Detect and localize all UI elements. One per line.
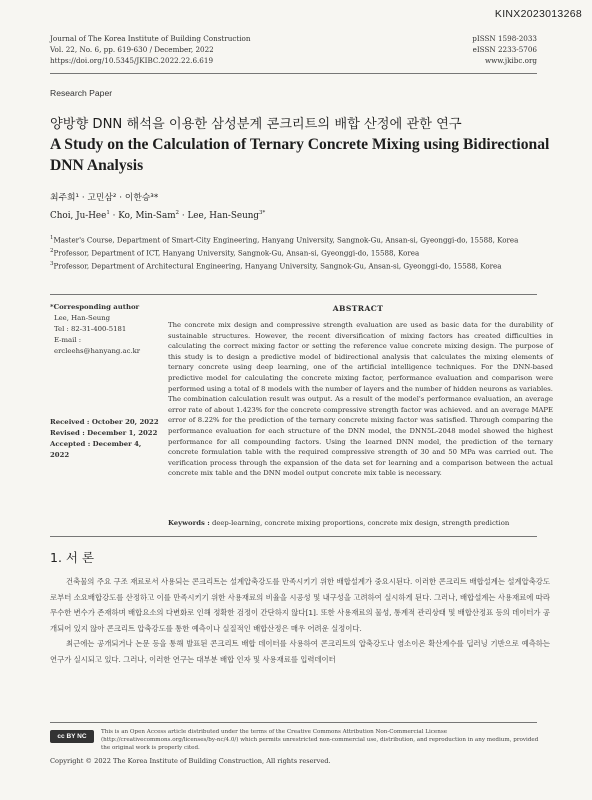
journal-issn-block	[472, 33, 537, 66]
journal-name: Journal of The Korea Institute of Building Construction	[50, 34, 251, 43]
affiliation-3: $^3$Professor, Department of Architectural Engineering, Hanyang University, Sangnok-Gu, Ansan-si, Gyeonggi-do, 15588, Korea	[50, 261, 502, 271]
section-1-body	[50, 574, 550, 668]
corresponding-name: Lee, Han-Seung	[54, 314, 111, 322]
copyright: Copyright © 2022 The Korea Institute of Building Construction, All rights reserved.	[50, 757, 331, 765]
pissn: pISSN 1598-2033	[472, 34, 537, 43]
journal-doi[interactable]: https://doi.org/10.5345/JKIBC.2022.22.6.619	[50, 56, 214, 65]
journal-header	[50, 33, 251, 66]
section-1-title: 1. 서 론	[50, 550, 95, 565]
document-id: KINX2023013268	[494, 8, 582, 20]
keywords: Keywords : deep-learning, concrete mixing proportions, concrete mix design, strength prediction	[168, 519, 510, 527]
author-3: Lee, Han-Seung	[187, 210, 260, 221]
revised-date: Revised : December 1, 2022	[50, 429, 158, 437]
accepted-date: Accepted : December 4, 2022	[50, 440, 142, 459]
abstract-top-divider	[50, 294, 537, 295]
authors-korean: 최주희¹ · 고민삼² · 이한승³*	[50, 193, 159, 203]
abstract-bottom-divider	[50, 536, 537, 537]
affiliation-1: $^1$Master's Course, Department of Smart-City Engineering, Hanyang University, Sangnok-Gu, Ansan-si, Gyeonggi-do, 15588, Korea	[50, 235, 519, 245]
creative-commons-icon: cc BY NC	[50, 730, 94, 743]
abstract-heading: ABSTRACT	[332, 304, 384, 313]
title-korean: 양방향 DNN 해석을 이용한 삼성분계 콘크리트의 배합 산정에 관한 연구	[50, 117, 462, 132]
authors-english: Choi, Ju-Hee$^1$ · Ko, Min-Sam$^2$ · Lee, Han-Seung$^{3*}$	[50, 210, 266, 221]
abstract-text: The concrete mix design and compressive strength evaluation are used as basic data for the durability of sustainable structures. However, the recent diversification of mixing factors has created difficulties in calculating the correct mixing factor or setting the reference value concrete mixing design. The purpose of this study is to design a predictive model of bidirectional analysis that calculates the mixing elements of ternary concrete using deep learning, one of the artificial intelligence techniques. For the DNN-based predictive model for calculating the concrete mixing factor, performance evaluation and comparison were performed using a total of 8 models with the number of layers and the number of hidden neurons as variables. The combination calculation result was output. As a result of the model's performance evaluation, an average error rate of about 1.423% for the concrete compressive strength factor was achieved. and an average MAPE error of 8.22% for the prediction of the ternary concrete mixing factor was satisfied. Through comparing the performance evaluation for each structure of the DNN model, the DNN5L-2048 model showed the highest performance for all compounding factors. Using the learned DNN model, the prediction of the ternary concrete formulation table with the required compressive strength of 30 and 50 MPa was carried out. The verification process through the expansion of the data set for learning and a comparison between the actual concrete mix table and the DNN model output concrete mix table is necessary.	[168, 321, 553, 478]
footer-divider	[50, 722, 537, 723]
corresponding-label: *Corresponding author	[50, 303, 140, 311]
author-1: Choi, Ju-Hee	[50, 210, 107, 221]
author-2: Ko, Min-Sam	[118, 210, 176, 221]
received-date: Received : October 20, 2022	[50, 418, 159, 426]
eissn: eISSN 2233-5706	[472, 45, 537, 54]
license-text: This is an Open Access article distributed under the terms of the Creative Commons Attribution Non-Commercial License (http://creativecommons.org/licenses/by-nc/4.0/) which permits unrestricted non-commercial use, distribution, and reproduction in any medium, provided the original work is properly cited.	[101, 729, 539, 751]
affiliation-2: $^2$Professor, Department of ICT, Hanyang University, Sangnok-Gu, Ansan-si, Gyeonggi-do, 15588, Korea	[50, 248, 420, 258]
keywords-text: deep-learning, concrete mixing proportions, concrete mix design, strength prediction	[211, 519, 510, 527]
paragraph-1: 건축물의 주요 구조 재료로서 사용되는 콘크리트는 설계압축강도를 만족시키기 위한 배합설계가 중요시된다. 이러한 콘크리트 배합설계는 설계압축강도로부터 소요배합강도를 산정하고 이를 만족시키기 위한 사용재료의 비율을 시공성 및 내구성을 고려하여 실시하게 된다. 그러나, 배합설계는 사용재료에 따라 무수한 변수가 존재하며 배합요소의 다변화로 인해 정확한 검정이 간단하지 않다[1]. 또한 사용재료의 물성, 통계적 관리상태 및 배합산정표 등의 데이터가 공개되어 있지 않아 콘크리트 압축강도를 통한 예측이나 실질적인 배합산정은 매우 어려운 실정이다.	[50, 577, 550, 633]
corresponding-author-block	[50, 302, 160, 461]
journal-website[interactable]: www.jkibc.org	[484, 56, 537, 65]
article-type: Research Paper	[50, 88, 113, 98]
title-english: A Study on the Calculation of Ternary Concrete Mixing using Bidirectional DNN Analysis	[50, 136, 550, 174]
header-divider	[50, 73, 537, 74]
journal-volume: Vol. 22, No. 6, pp. 619-630 / December, 2022	[50, 45, 214, 54]
corresponding-email-label: E-mail :	[54, 336, 82, 344]
corresponding-email[interactable]: ercleehs@hanyang.ac.kr	[54, 347, 141, 355]
corresponding-tel: Tel : 82-31-400-5181	[54, 325, 127, 333]
paragraph-2: 최근에는 공개되거나 논문 등을 통해 발표된 콘크리트 배합 데이터를 사용하여 콘크리트의 압축강도나 염소이온 확산계수를 딥러닝 기반으로 예측하는 연구가 실시되고 있다. 그러나, 이러한 연구는 대부분 배합 인자 및 사용재료를 입력데이터	[50, 639, 550, 664]
